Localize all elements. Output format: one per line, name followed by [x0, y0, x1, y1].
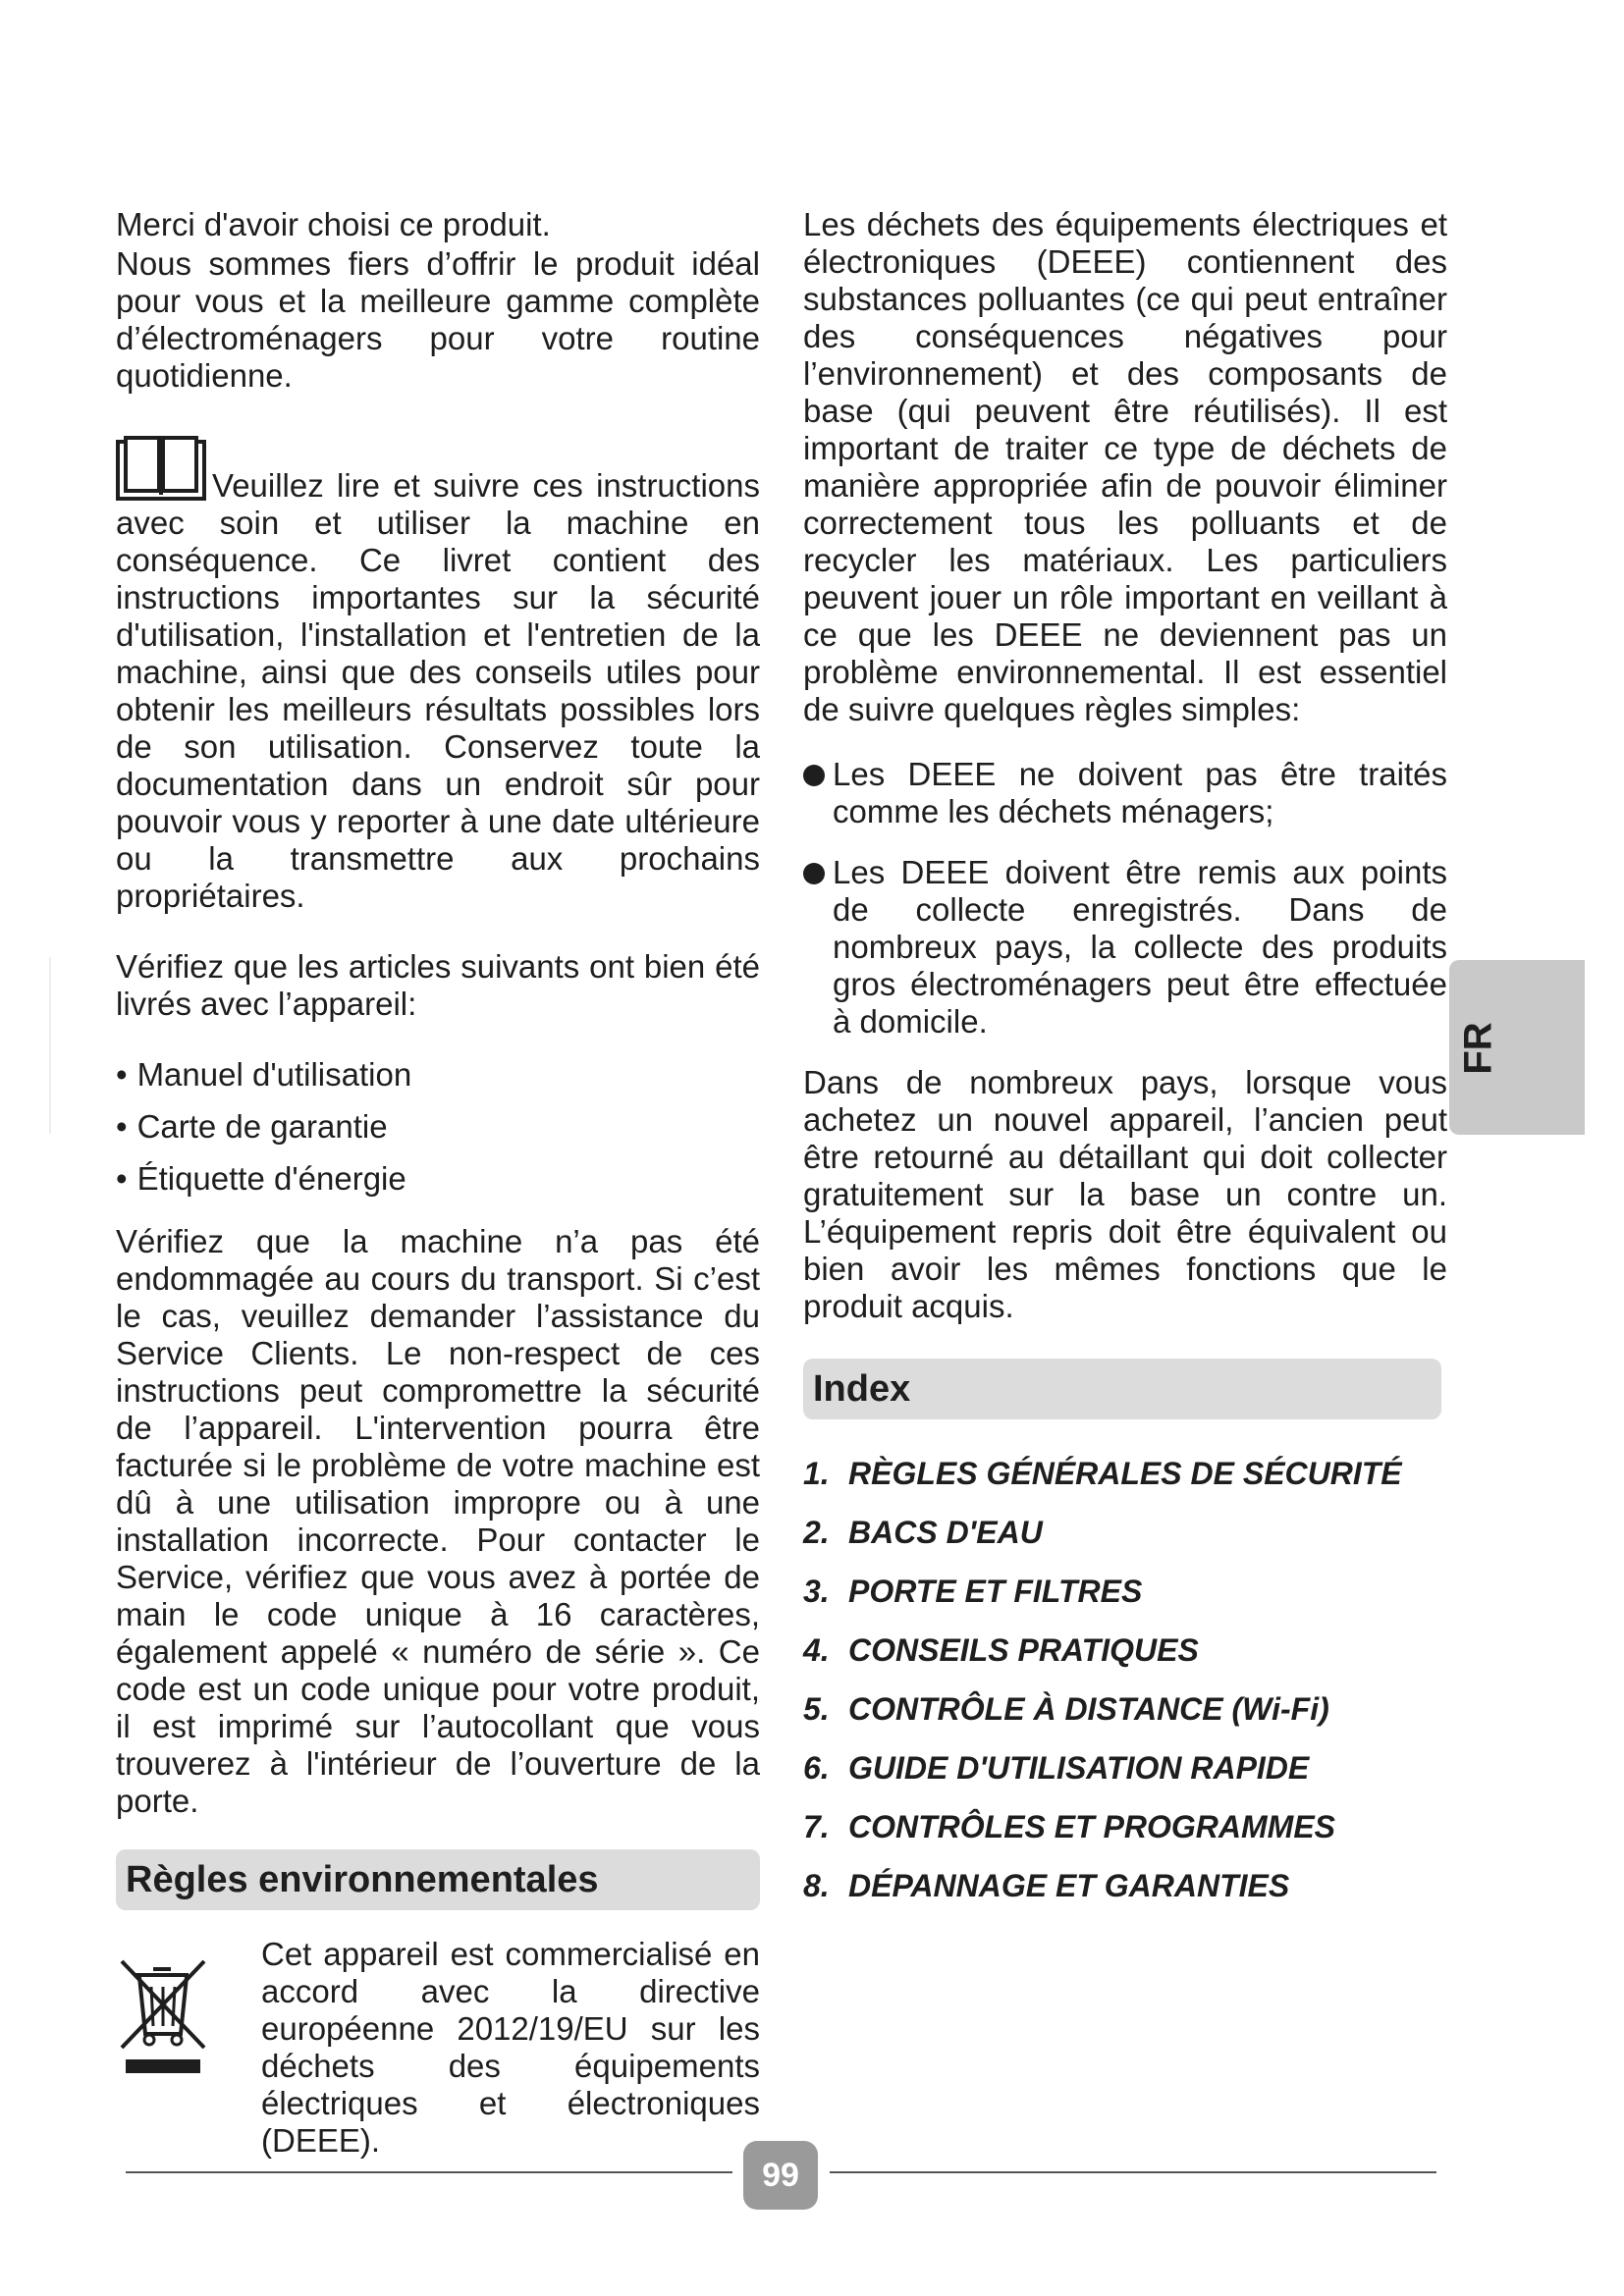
damage-paragraph: Vérifiez que la machine n’a pas été endommagée au cours du transport. Si c’est le cas, veuillez demander l’assistance du Service Clients. Le non-respect de ces instructions peut compromettre la sécurité de l’appareil. L'intervention pourra être facturée si le problème de votre machine est dû à une utilisation impropre ou à une installation incorrecte. Pour contacter le Service, vérifiez que vous avez à portée de main le code unique à 16 caractères, également appelé « numéro de série ». Ce code est un code unique pour votre produit, il est imprimé sur l’autocollant que vous trouverez à l'intérieur de l’ouverture de la porte. — [116, 1223, 760, 1819]
index-item: 8. DÉPANNAGE ET GARANTIES — [803, 1868, 1290, 1903]
intro-thanks: Merci d'avoir choisi ce produit. — [116, 206, 551, 242]
env-directive — [116, 1936, 760, 2160]
retailer-paragraph: Dans de nombreux pays, lorsque vous achetez un nouvel appareil, l’ancien peut être retourné au détaillant qui doit collecter gratuitement sur la base un contre un. L’équipement repris doit être équivalent ou bien avoir les mêmes fonctions que le produit acquis. — [803, 1064, 1447, 1324]
footer-line-right — [830, 2171, 1436, 2173]
index-list — [803, 1455, 1447, 1904]
index-item: 2. BACS D'EAU — [803, 1515, 1043, 1550]
left-column — [116, 206, 760, 2160]
margin-mark — [49, 957, 51, 1134]
list-item: • Carte de garantie — [116, 1108, 760, 1146]
intro-pride: Nous sommes fiers d’offrir le produit idéal pour vous et la meilleure gamme complète d’électroménagers pour votre routine quotidienne. — [116, 245, 760, 394]
page-number: 99 — [743, 2141, 818, 2210]
index-item: 4. CONSEILS PRATIQUES — [803, 1632, 1199, 1668]
weee-rules-list — [803, 756, 1447, 1041]
check-intro: Vérifiez que les articles suivants ont bien été livrés avec l’appareil: — [116, 948, 760, 1022]
env-text: Cet appareil est commercialisé en accord avec la directive européenne 2012/19/EU sur les déchets des équipements électriques et électroniques (DEEE). — [261, 1936, 760, 2159]
right-column — [803, 206, 1447, 1926]
footer-line-left — [126, 2171, 732, 2173]
list-item: Les DEEE doivent être remis aux points de collecte enregistrés. Dans de nombreux pays, la collecte des produits gros électroménagers peut être effectuée à domicile. — [803, 854, 1447, 1041]
index-item: 3. PORTE ET FILTRES — [803, 1574, 1143, 1609]
index-section-title: Index — [803, 1359, 1441, 1419]
open-book-icon — [116, 434, 206, 505]
index-item: 7. CONTRÔLES ET PROGRAMMES — [803, 1809, 1336, 1844]
list-item: • Étiquette d'énergie — [116, 1160, 760, 1198]
list-item: Les DEEE ne doivent pas être traités comme les déchets ménagers; — [803, 756, 1447, 830]
language-tab-label: FR — [1456, 1022, 1500, 1075]
index-item: 5. CONTRÔLE À DISTANCE (Wi-Fi) — [803, 1691, 1329, 1727]
list-item: • Manuel d'utilisation — [116, 1056, 760, 1094]
manual-text: Veuillez lire et suivre ces instructions avec soin et utiliser la machine en conséquence. Ce livret contient des instructions importantes sur la sécurité d'utilisation, l'installation et l'entretien de la machine, ainsi que des conseils utiles pour obtenir les meilleurs résultats possibles lors de son utilisation. Conservez toute la documentation dans un endroit sûr pour pouvoir vous y reporter à une date ultérieure ou la transmettre aux prochains propriétaires. — [116, 467, 760, 914]
weee-paragraph: Les déchets des équipements électriques et électroniques (DEEE) contiennent des substances polluantes (ce qui peut entraîner des conséquences négatives pour l’environnement) et des composants de base (qui peuvent être réutilisés). Il est important de traiter ce type de déchets de manière appropriée afin de pouvoir éliminer correctement tous les polluants et de recycler les matériaux. Les particuliers peuvent jouer un rôle important en veillant à ce que les DEEE ne deviennent pas un problème environnemental. Il est essentiel de suivre quelques règles simples: — [803, 206, 1447, 727]
crossed-out-bin-icon — [116, 1936, 261, 2160]
index-item: 6. GUIDE D'UTILISATION RAPIDE — [803, 1750, 1310, 1786]
env-section-title: Règles environnementales — [116, 1849, 760, 1910]
manual-instructions — [116, 434, 760, 915]
delivered-items-list — [116, 1056, 760, 1198]
index-item: 1. RÈGLES GÉNÉRALES DE SÉCURITÉ — [803, 1456, 1402, 1491]
